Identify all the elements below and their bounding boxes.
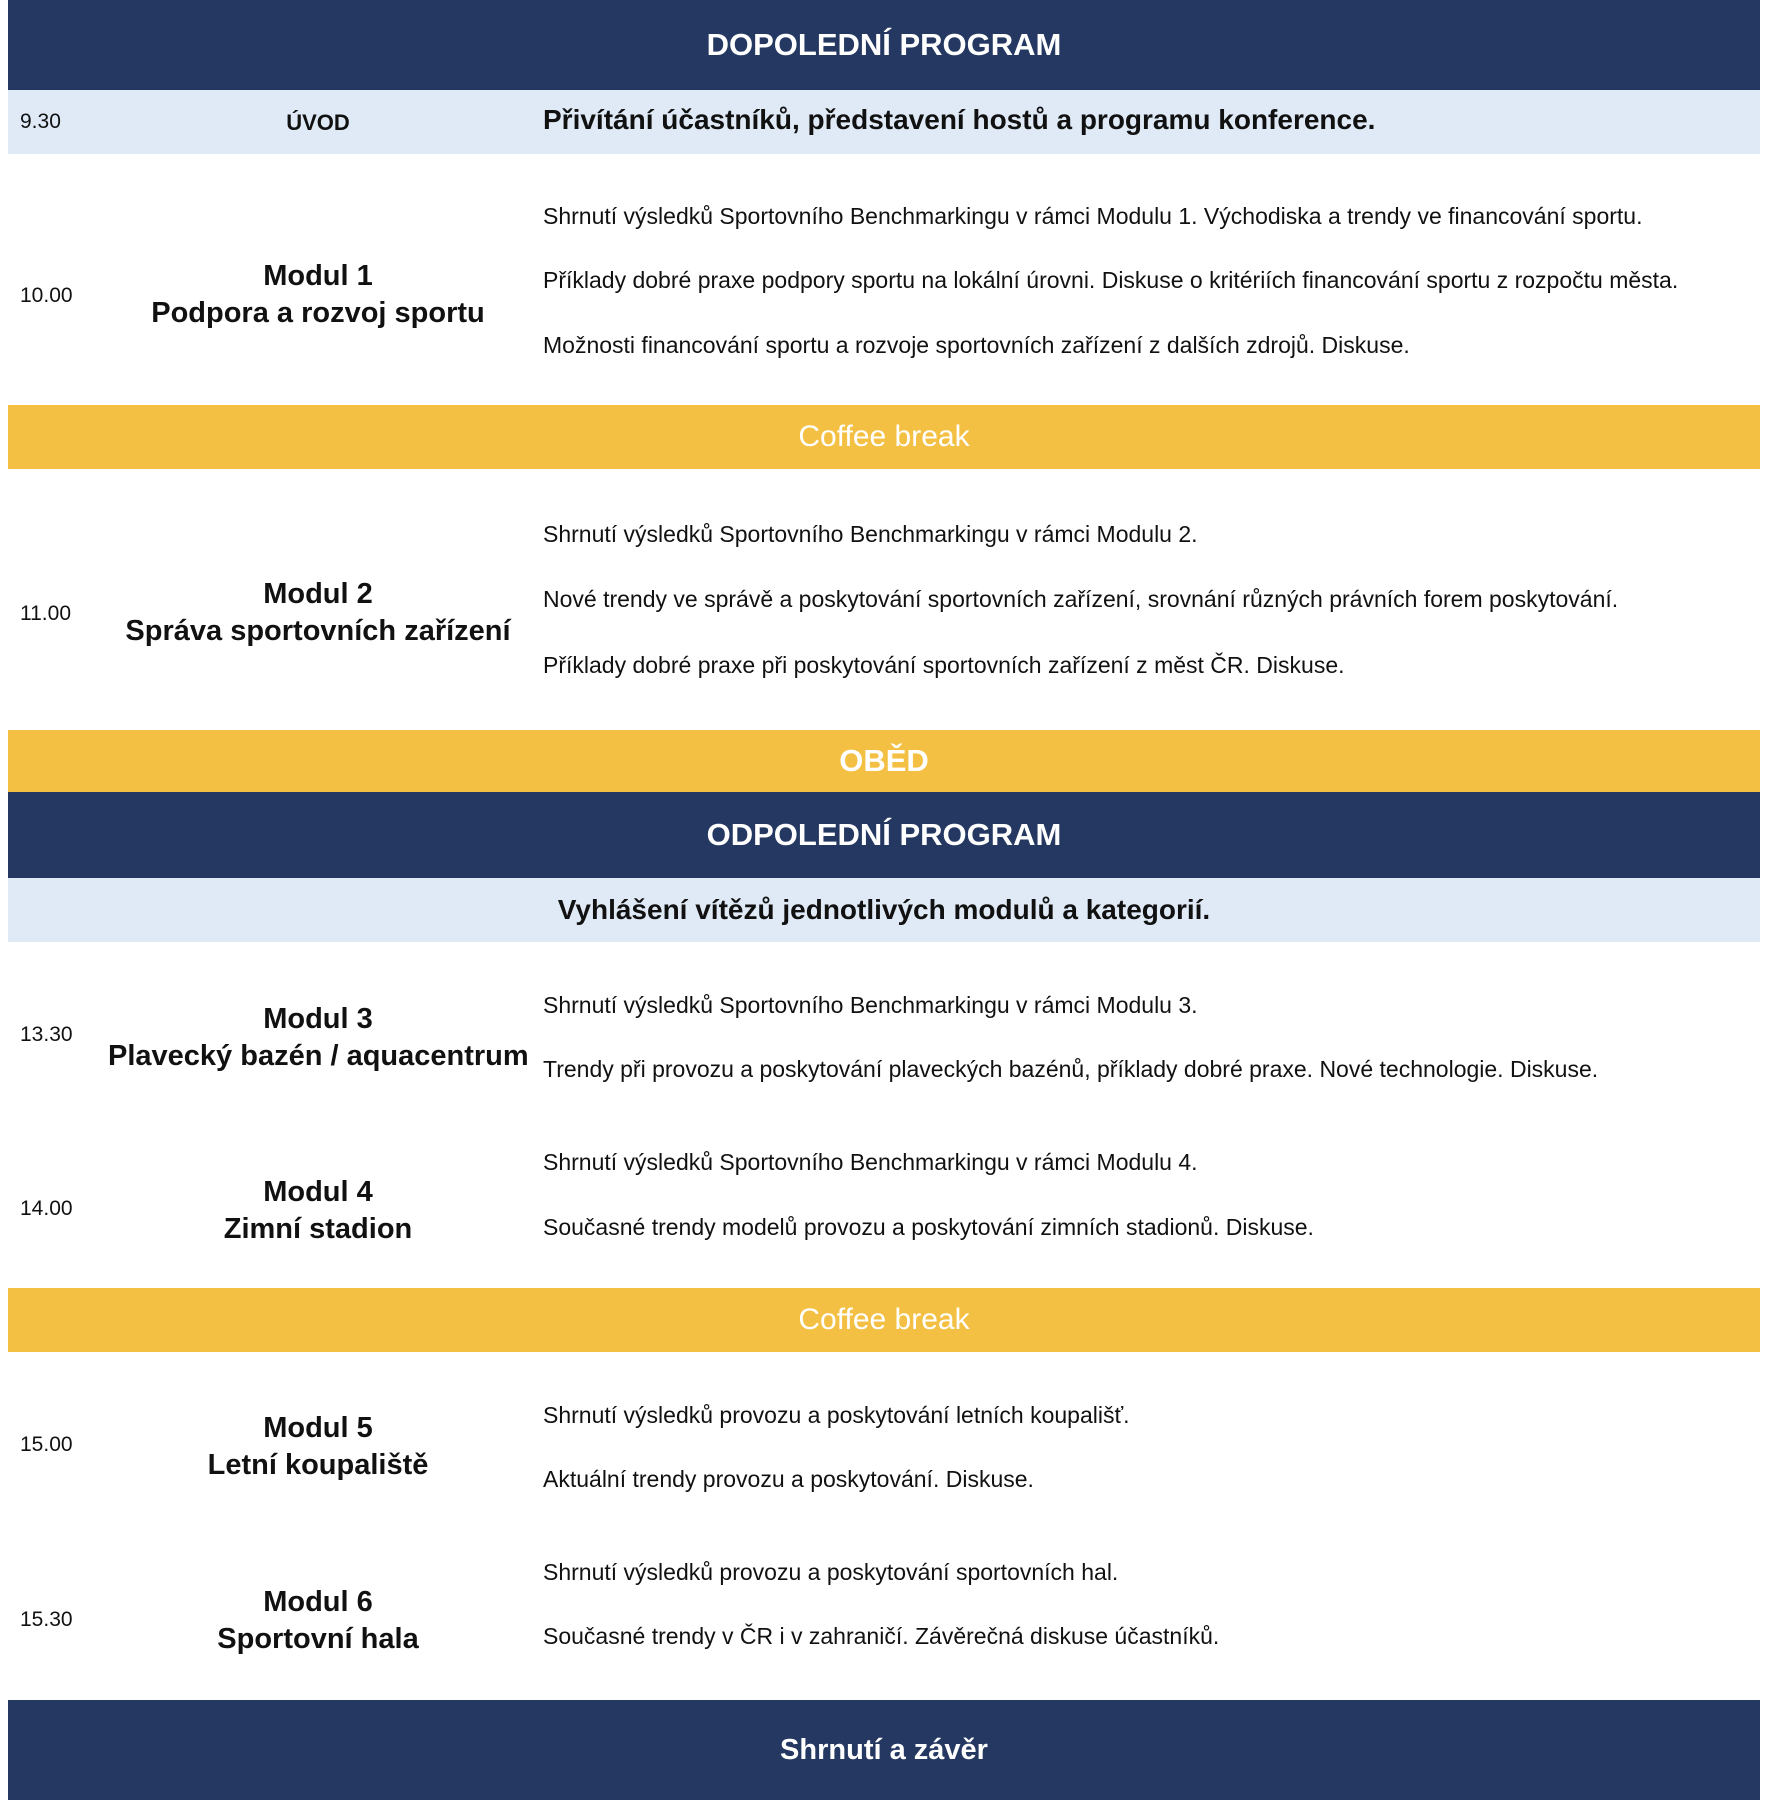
module-4-line-1: Shrnutí výsledků Sportovního Benchmarkingu v rámci Modulu 4. [543,1149,1198,1175]
module-6-title [108,1584,528,1658]
module-5-title [108,1410,528,1484]
module-6-time: 15.30 [20,1608,73,1631]
module-2-line-1: Shrnutí výsledků Sportovního Benchmarkingu v rámci Modulu 2. [543,521,1198,547]
module-3-line-1: Shrnutí výsledků Sportovního Benchmarkingu v rámci Modulu 3. [543,992,1198,1018]
module-4-line-2: Současné trendy modelů provozu a poskytování zimních stadionů. Diskuse. [543,1214,1314,1240]
module-6-name: Sportovní hala [217,1623,419,1655]
module-2-title [108,576,528,650]
coffee-break-1: Coffee break [8,405,1760,469]
module-3-title [108,1001,528,1075]
module-1-line-1: Shrnutí výsledků Sportovního Benchmarkingu v rámci Modulu 1. Východiska a trendy ve financování sportu. [543,203,1643,229]
module-4-title [108,1174,528,1248]
intro-text: Přivítání účastníků, představení hostů a programu konference. [543,104,1376,135]
module-3-time: 13.30 [20,1023,73,1046]
module-5-number: Modul 5 [263,1412,373,1444]
morning-program-header: DOPOLEDNÍ PROGRAM [8,0,1760,90]
coffee-break-2: Coffee break [8,1288,1760,1352]
module-2-name: Správa sportovních zařízení [125,615,511,647]
module-1-line-3: Možnosti financování sportu a rozvoje sportovních zařízení z dalších zdrojů. Diskuse. [543,332,1410,358]
module-1-number: Modul 1 [263,260,373,292]
module-2-time: 11.00 [20,602,71,625]
module-6-line-2: Současné trendy v ČR i v zahraničí. Závěrečná diskuse účastníků. [543,1623,1220,1649]
module-5-time: 15.00 [20,1433,73,1456]
module-6-number: Modul 6 [263,1586,373,1618]
module-4-time: 14.00 [20,1197,73,1220]
module-5-line-1: Shrnutí výsledků provozu a poskytování letních koupališť. [543,1402,1130,1428]
lunch-band: OBĚD [8,730,1760,792]
afternoon-program-header: ODPOLEDNÍ PROGRAM [8,792,1760,878]
module-1-name: Podpora a rozvoj sportu [151,297,485,329]
module-2-line-2: Nové trendy ve správě a poskytování sportovních zařízení, srovnání různých právních forem poskytování. [543,586,1619,612]
module-3-line-2: Trendy při provozu a poskytování plaveckých bazénů, příklady dobré praxe. Nové technologie. Diskuse. [543,1056,1599,1082]
closing-band: Shrnutí a závěr [8,1700,1760,1800]
intro-title: ÚVOD [286,110,350,135]
module-1-title [108,258,528,332]
module-1-time: 10.00 [20,284,73,307]
module-2-number: Modul 2 [263,578,373,610]
module-4-number: Modul 4 [263,1176,373,1208]
module-2-line-3: Příklady dobré praxe při poskytování sportovních zařízení z měst ČR. Diskuse. [543,652,1345,678]
conference-schedule [8,0,1760,1800]
intro-time: 9.30 [20,110,61,133]
module-6-line-1: Shrnutí výsledků provozu a poskytování sportovních hal. [543,1559,1119,1585]
module-5-line-2: Aktuální trendy provozu a poskytování. Diskuse. [543,1466,1034,1492]
module-1-line-2: Příklady dobré praxe podpory sportu na lokální úrovni. Diskuse o kritériích financování sportu z rozpočtu města. [543,267,1679,293]
module-3-name: Plavecký bazén / aquacentrum [108,1040,529,1072]
module-3-number: Modul 3 [263,1003,373,1035]
module-4-name: Zimní stadion [223,1213,413,1245]
awards-row: Vyhlášení vítězů jednotlivých modulů a kategorií. [8,878,1760,942]
module-5-name: Letní koupaliště [207,1449,429,1481]
